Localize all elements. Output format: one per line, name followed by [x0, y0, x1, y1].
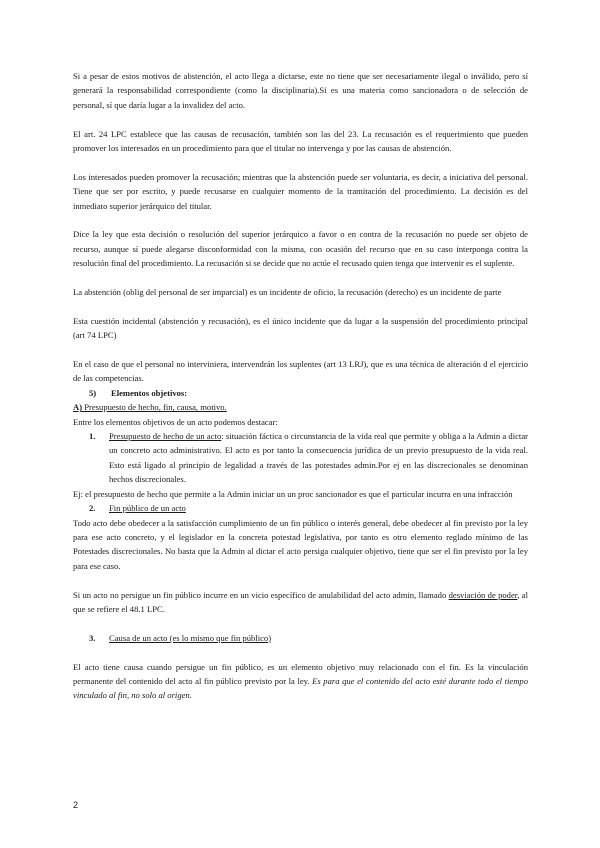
paragraph-example: Ej: el presupuesto de hecho que permite a la Admin iniciar un un proc sancionador es que el particular incurra en una infracción [73, 488, 513, 499]
text-span: El acto tiene causa cuando persigue un fin público, es un elemento objetivo muy relacionado con el fin. Es la vinculación permanente del contenido del acto al fin público previsto por la ley. [73, 661, 528, 686]
list-marker: 2. [89, 503, 96, 514]
italic-span: Es para que el contenido del acto esté durante todo el tiempo vinculado al fin, no solo al origen. [73, 675, 528, 701]
list-intro: Entre los elementos objetivos de un acto podemos destacar: [73, 416, 278, 427]
paragraph-substitutes: En el caso de que el personal no interviniera, intervendrán los suplentes (art 13 LRJ), que es una técnica de alteración d el ejercicio de las competencias. [73, 359, 528, 384]
paragraph-fin-publico: Todo acto debe obedecer a la satisfacción cumplimiento de un fin público o interés general, debe obedecer al fin previsto por la ley para ese acto concreto, y el legislador en la concreta potestad legislativa, por tanto es otro elemento reglado mínimo de las Potestades discrecionales. No basta que la Admin al dictar el acto persiga cualquier objetivo, tiene que ser el fin previsto por la ley para ese caso. [73, 517, 528, 571]
subsection-title: Presupuesto de hecho, fin, causa, motivo. [82, 402, 227, 413]
text-span: , al que se refiere el 48.1 LPC. [73, 589, 528, 614]
paragraph-recusation-promoters: Los interesados pueden promover la recusación; mientras que la abstención puede ser voluntaria, es decir, a iniciativa del personal. Tiene que ser por escrito, y puede recusarse en cualquier momento de la tramitación del procedimiento. La decisión es del inmediato superior jerárquico del titular. [73, 171, 528, 211]
list-marker: 1. [89, 431, 96, 442]
paragraph-incident-types: La abstención (oblig del personal de ser imparcial) es un incidente de oficio, la recusación (derecho) es un incidente de parte [73, 287, 502, 298]
term-desviacion-de-poder: desviación de poder [448, 589, 518, 600]
paragraph-suspension: Esta cuestión incidental (abstención y recusación), es el único incidente que da lugar a la suspensión del procedimiento principal (art 74 LPC) [73, 315, 528, 341]
paragraph-recusation-causes: El art. 24 LPC establece que las causas de recusación, también son las del 23. La recusación es el requerimiento que pueden promover los interesados en un procedimiento para que el titular no intervenga y por las causas de abstención. [73, 128, 528, 154]
paragraph-recusation-decision: Dice la ley que esta decisión o resolución del superior jerárquico a favor o en contra de la recusación no puede ser objeto de recurso, aunque sí puede alegarse disconformidad con la misma, con ocasión del recurso que en su caso interponga contra la resolución final del procedimiento. La recusación si se decide que no actúe el recusado quien tenga que intervenir es el suplente. [73, 229, 528, 269]
list-item-text: : situación fáctica o circunstancia de la vida real que permite y obliga a la Admin a dictar un concreto acto administrativo. El acto es por tanto la consecuencia jurídica de un previo presupuesto de la vida real. Esto está ligado al principio de legalidad a través de las potestades admin.Por ej en las discrecionales se denominan hechos discrecionales. [109, 431, 528, 485]
section-number: 5) [89, 387, 97, 398]
section-title: Elementos objetivos: [111, 387, 188, 398]
page-number: 2 [73, 800, 79, 810]
subsection-letter: A) [73, 402, 83, 413]
list-item-causa [73, 631, 528, 645]
list-item-title: Fin público de un acto [109, 503, 186, 514]
list-item-title: Presupuesto de hecho de un acto [109, 431, 222, 442]
paragraph-causa [73, 660, 528, 703]
list-item-fin-publico [73, 501, 528, 515]
list-item-presupuesto [73, 429, 528, 487]
paragraph-desviacion-poder [73, 588, 528, 617]
document-body [73, 69, 528, 703]
section-heading-elementos-objetivos [73, 386, 528, 400]
paragraph-abstention-consequences: Si a pesar de estos motivos de abstención, el acto llega a dictarse, este no tiene que ser necesariamente ilegal o inválido, pero sí generará la responsabilidad correspondiente (como la disciplinaria).Si es una materia como sancionadora o de selección de personal, sí que daría lugar a la invalidez del acto. [73, 71, 528, 110]
list-item-title: Causa de un acto (es lo mismo que fin público) [109, 632, 272, 643]
subsection-heading-a [73, 400, 528, 414]
list-marker: 3. [89, 632, 96, 643]
text-span: Si un acto no persigue un fin público incurre en un vicio específico de anulabilidad del acto admin, llamado [73, 589, 449, 600]
